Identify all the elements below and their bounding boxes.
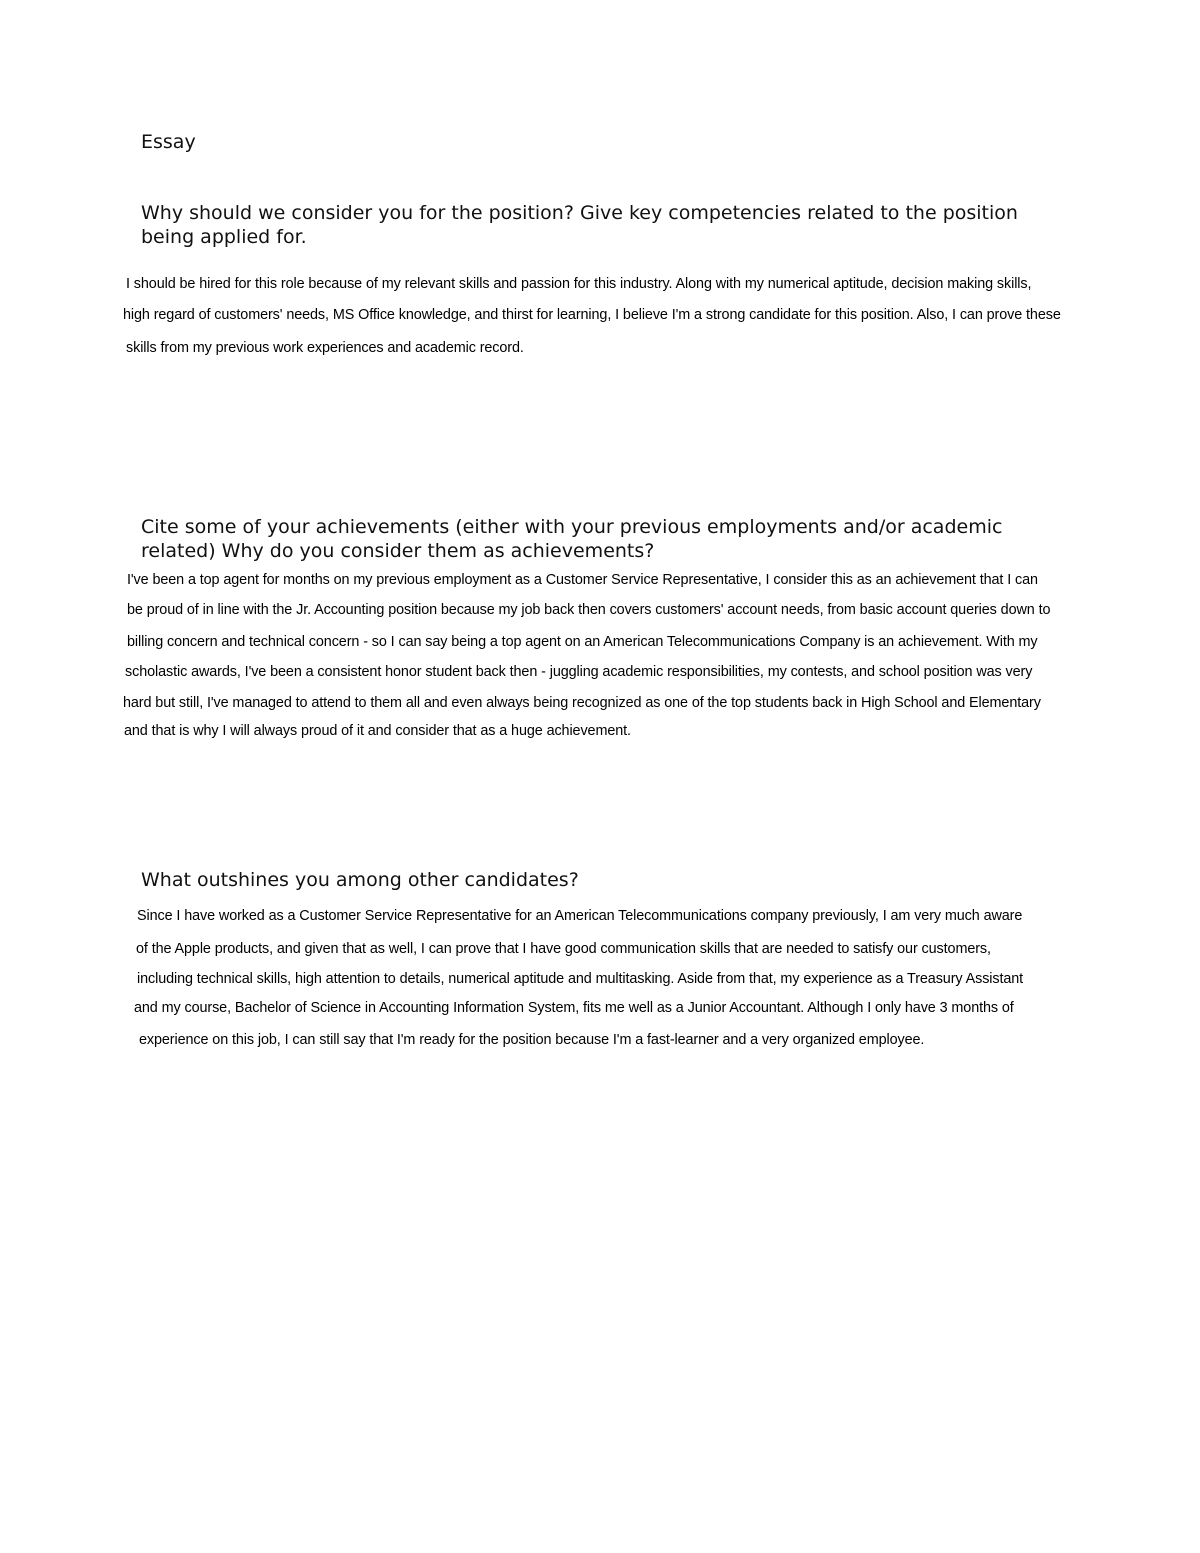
- answer-2-line-2: be proud of in line with the Jr. Accounting position because my job back then covers customers' account needs, from basic account queries down to: [127, 602, 1051, 618]
- answer-3-line-1: Since I have worked as a Customer Service Representative for an American Telecommunications company previously, I am very much aware: [137, 908, 1023, 924]
- answer-1-line-1: I should be hired for this role because of my relevant skills and passion for this industry. Along with my numerical aptitude, decision making skills,: [126, 276, 1032, 292]
- answer-3-line-2: of the Apple products, and given that as well, I can prove that I have good communication skills that are needed to satisfy our customers,: [136, 941, 991, 957]
- answer-2-line-4: scholastic awards, I've been a consistent honor student back then - juggling academic responsibilities, my contests, and school position was very: [125, 664, 1033, 680]
- question-1-line-1: Why should we consider you for the position? Give key competencies related to the position: [141, 202, 1018, 224]
- answer-2-line-3: billing concern and technical concern - so I can say being a top agent on an American Telecommunications Company is an achievement. With my: [127, 634, 1038, 650]
- question-3-line-1: What outshines you among other candidates?: [141, 869, 579, 891]
- answer-1-line-2: high regard of customers' needs, MS Office knowledge, and thirst for learning, I believe I'm a strong candidate for this position. Also, I can prove these: [123, 307, 1061, 323]
- answer-3-line-3: including technical skills, high attention to details, numerical aptitude and multitasking. Aside from that, my experience as a Treasury Assistant: [137, 971, 1024, 987]
- answer-1-line-3: skills from my previous work experiences and academic record.: [126, 340, 524, 356]
- answer-3-line-4: and my course, Bachelor of Science in Accounting Information System, fits me well as a Junior Accountant. Although I only have 3 months of: [134, 1000, 1014, 1016]
- answer-3-line-5: experience on this job, I can still say that I'm ready for the position because I'm a fast-learner and a very organized employee.: [139, 1032, 925, 1048]
- question-1-line-2: being applied for.: [141, 226, 307, 248]
- answer-2-line-6: and that is why I will always proud of it and consider that as a huge achievement.: [124, 723, 631, 739]
- question-2-line-2: related) Why do you consider them as achievements?: [141, 540, 655, 562]
- essay-title: Essay: [141, 131, 196, 153]
- answer-2-line-1: I've been a top agent for months on my previous employment as a Customer Service Representative, I consider this as an achievement that I can: [127, 572, 1038, 588]
- answer-2-line-5: hard but still, I've managed to attend to them all and even always being recognized as one of the top students back in High School and Elementary: [123, 695, 1041, 711]
- question-2-line-1: Cite some of your achievements (either with your previous employments and/or academic: [141, 516, 1003, 538]
